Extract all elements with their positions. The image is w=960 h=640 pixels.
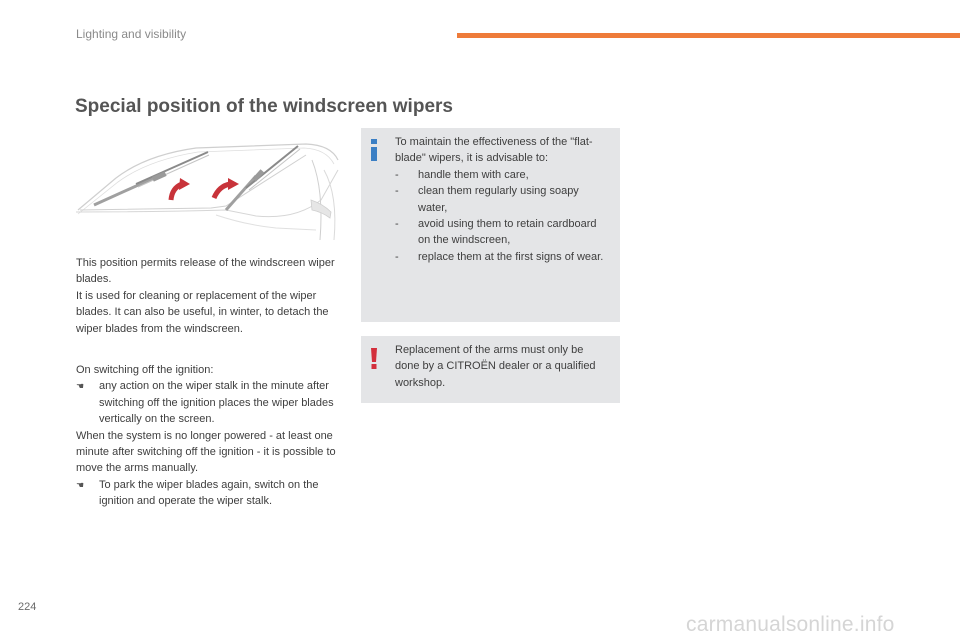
info-intro: To maintain the effectiveness of the "flat-blade" wipers, it is advisable to: (395, 136, 593, 165)
warning-text: Replacement of the arms must only be done by a CITROËN dealer or a qualified workshop. (395, 344, 596, 389)
info-icon (367, 138, 381, 162)
intro-paragraphs (76, 255, 338, 337)
paragraph: On switching off the ignition: (76, 364, 214, 376)
list-item (395, 167, 610, 183)
dash-marker: - (395, 185, 399, 198)
list-item (76, 378, 338, 427)
list-item-text: replace them at the first signs of wear. (418, 250, 604, 263)
dash-marker: - (395, 218, 399, 231)
paragraph: When the system is no longer powered - at least one minute after switching off the ignition - it is possible to move the arms manually. (76, 429, 336, 475)
warning-exclamation-icon (367, 346, 381, 370)
list-item-text: clean them regularly using soapy water, (418, 185, 579, 214)
list-item (395, 183, 610, 216)
procedure-text (76, 362, 338, 510)
info-box (361, 128, 620, 322)
list-item-text: handle them with care, (418, 168, 529, 181)
windscreen-wipers-illustration (76, 140, 346, 245)
dash-marker: - (395, 250, 399, 263)
bullet-marker-icon: ☚ (76, 381, 85, 392)
paragraph: This position permits release of the windscreen wiper blades. (76, 257, 335, 286)
bullet-text: To park the wiper blades again, switch on the ignition and operate the wiper stalk. (99, 478, 319, 508)
list-item (395, 249, 610, 265)
list-item-text: avoid using them to retain cardboard on the windscreen, (418, 218, 597, 247)
section-accent-bar (457, 33, 960, 38)
list-item (395, 216, 610, 249)
watermark: carmanualsonline.info (686, 613, 895, 636)
warning-box (361, 336, 620, 403)
page-title: Special position of the windscreen wipers (75, 96, 453, 117)
bullet-text: any action on the wiper stalk in the minute after switching off the ignition places the wiper blades vertically on the screen. (99, 380, 334, 426)
info-text (395, 134, 610, 265)
bullet-marker-icon: ☚ (76, 479, 85, 490)
dash-marker: - (395, 168, 399, 181)
page-number: 224 (18, 601, 37, 613)
section-label: Lighting and visibility (76, 27, 187, 41)
paragraph: It is used for cleaning or replacement of the wiper blades. It can also be useful, in winter, to detach the wiper blades from the windscreen. (76, 289, 329, 335)
list-item (76, 477, 338, 510)
